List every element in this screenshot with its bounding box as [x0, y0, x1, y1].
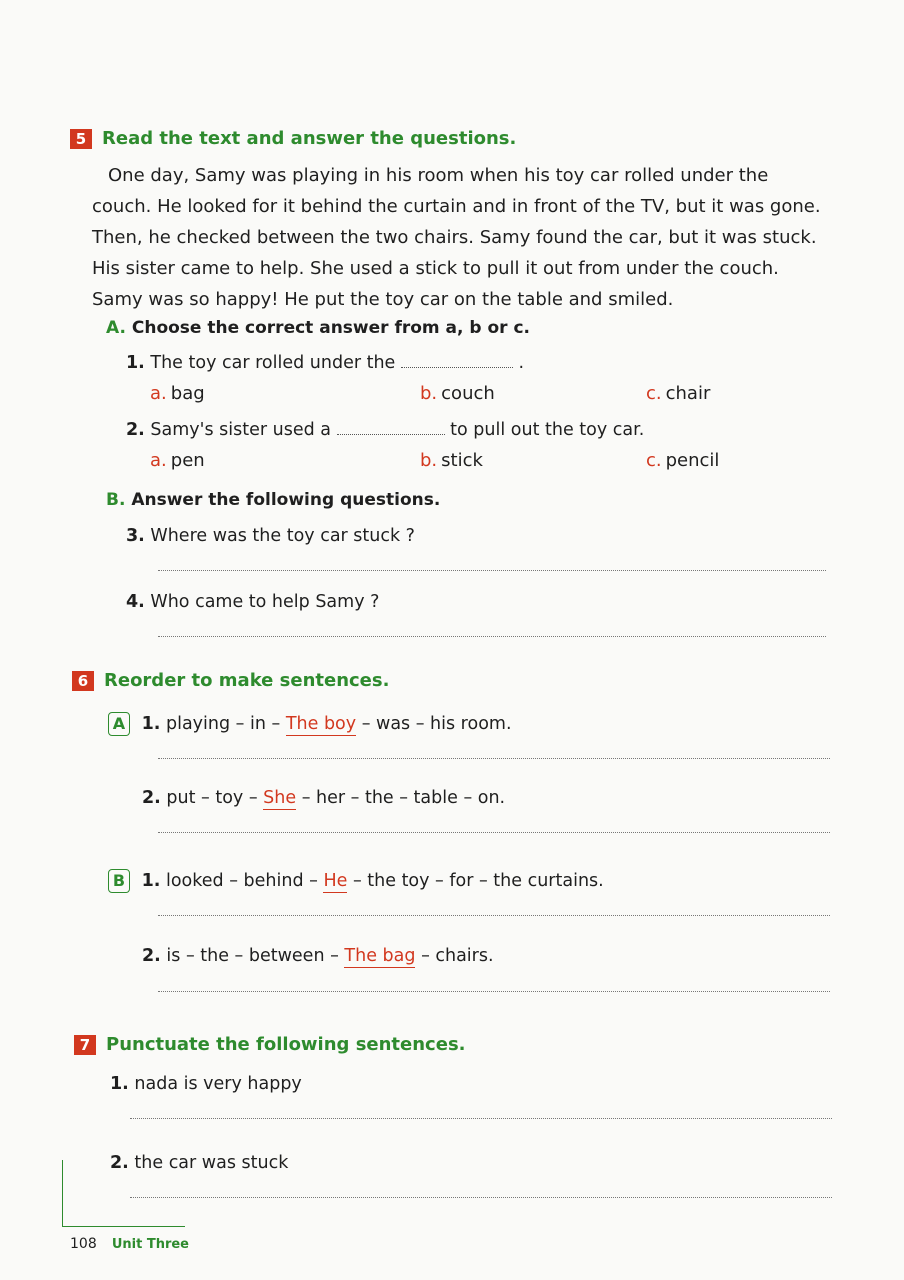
- exercise-6-header: [72, 670, 389, 691]
- answer-line[interactable]: [158, 991, 830, 992]
- passage-line: Samy was so happy! He put the toy car on the table and smiled.: [92, 289, 674, 310]
- exercise-5-header: [70, 128, 516, 149]
- question-3: 3. Where was the toy car stuck ?: [126, 526, 415, 546]
- answer-line[interactable]: [158, 915, 830, 916]
- capitalized-word: He: [323, 871, 348, 891]
- answer-line[interactable]: [158, 636, 826, 637]
- part-a-heading: A. Choose the correct answer from a, b or c.: [106, 318, 530, 338]
- answer-line[interactable]: [130, 1197, 832, 1198]
- answer-line[interactable]: [158, 832, 830, 833]
- reorder-a2: 2. put – toy – She – her – the – table – on.: [142, 788, 506, 808]
- question-1: 1. The toy car rolled under the .: [126, 353, 525, 373]
- part-b-heading: B. Answer the following questions.: [106, 490, 441, 510]
- exercise-number: 7: [74, 1035, 96, 1055]
- blank[interactable]: [337, 434, 445, 435]
- reorder-b1: B 1. looked – behind – He – the toy – for – the curtains.: [108, 869, 604, 893]
- passage-line: One day, Samy was playing in his room when his toy car rolled under the: [108, 165, 769, 186]
- punctuate-1: 1. nada is very happy: [110, 1074, 302, 1094]
- passage-line: Then, he checked between the two chairs. Samy found the car, but it was stuck.: [92, 227, 817, 248]
- exercise-title: Read the text and answer the questions.: [102, 128, 517, 149]
- answer-line[interactable]: [158, 570, 826, 571]
- option-b[interactable]: b. stick: [420, 450, 483, 471]
- exercise-title: Reorder to make sentences.: [104, 670, 390, 691]
- page-footer: [70, 1233, 189, 1252]
- option-a[interactable]: a. pen: [150, 450, 205, 471]
- group-tag: B: [108, 869, 130, 893]
- reorder-b2: 2. is – the – between – The bag – chairs.: [142, 946, 494, 966]
- exercise-number: 5: [70, 129, 92, 149]
- page-number: 108: [70, 1236, 97, 1252]
- blank[interactable]: [401, 367, 513, 368]
- group-tag: A: [108, 712, 130, 736]
- exercise-7-header: [74, 1034, 466, 1055]
- option-b[interactable]: b. couch: [420, 383, 495, 404]
- question-4: 4. Who came to help Samy ?: [126, 592, 380, 612]
- exercise-title: Punctuate the following sentences.: [106, 1034, 466, 1055]
- capitalized-word: She: [263, 788, 297, 808]
- punctuate-2: 2. the car was stuck: [110, 1153, 289, 1173]
- option-c[interactable]: c. pencil: [646, 450, 720, 471]
- question-2: 2. Samy's sister used a to pull out the toy car.: [126, 420, 645, 440]
- passage-line: couch. He looked for it behind the curtain and in front of the TV, but it was gone.: [92, 196, 821, 217]
- unit-label: Unit Three: [111, 1237, 190, 1252]
- reorder-a1: A 1. playing – in – The boy – was – his room.: [108, 712, 512, 736]
- page-corner-decoration: [62, 1160, 185, 1227]
- option-a[interactable]: a. bag: [150, 383, 205, 404]
- answer-line[interactable]: [130, 1118, 832, 1119]
- passage-line: His sister came to help. She used a stick to pull it out from under the couch.: [92, 258, 779, 279]
- answer-line[interactable]: [158, 758, 830, 759]
- exercise-number: 6: [72, 671, 94, 691]
- reading-passage: [92, 160, 852, 315]
- capitalized-word: The bag: [344, 946, 416, 966]
- capitalized-word: The boy: [285, 714, 357, 734]
- option-c[interactable]: c. chair: [646, 383, 711, 404]
